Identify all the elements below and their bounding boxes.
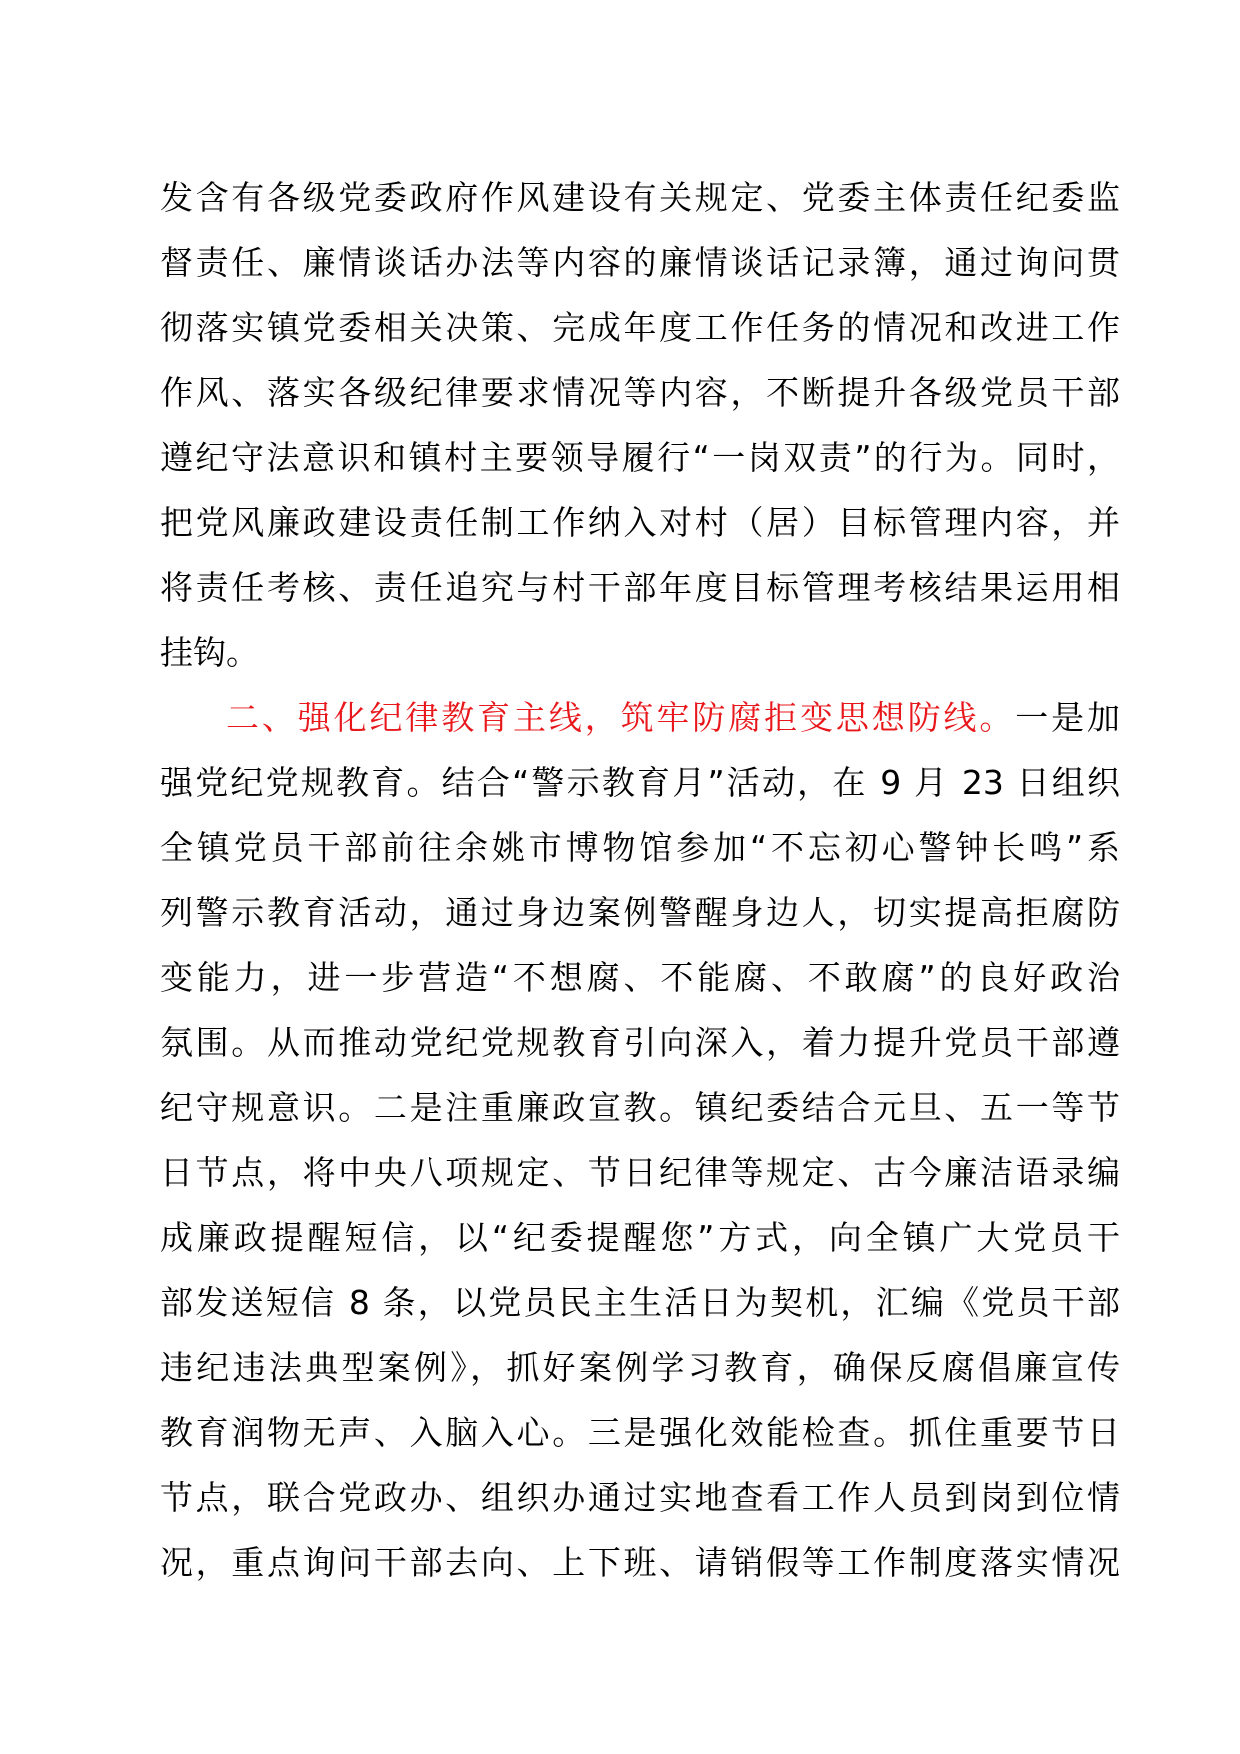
paragraph-line: 纪守规意识。二是注重廉政宣教。镇纪委结合元旦、五一等节 (160, 1088, 1120, 1127)
paragraph-line: 遵纪守法意识和镇村主要领导履行“一岗双责”的行为。同时， (160, 438, 1120, 477)
section-heading-line (160, 685, 1120, 750)
paragraph-line: 督责任、廉情谈话办法等内容的廉情谈话记录簿，通过询问贯 (160, 243, 1120, 282)
section-heading-continuation: 一是加 (1015, 698, 1120, 737)
paragraph-line: 强党纪党规教育。结合“警示教育月”活动，在 9 月 23 日组织 (160, 763, 1120, 802)
paragraph-line: 况，重点询问干部去向、上下班、请销假等工作制度落实情况 (160, 1543, 1120, 1582)
paragraph-line: 部发送短信 8 条，以党员民主生活日为契机，汇编《党员干部 (160, 1283, 1120, 1322)
paragraph-line: 挂钩。 (160, 633, 259, 672)
paragraph-line: 彻落实镇党委相关决策、完成年度工作任务的情况和改进工作 (160, 308, 1120, 347)
paragraph-line: 节点，联合党政办、组织办通过实地查看工作人员到岗到位情 (160, 1478, 1120, 1517)
paragraph-line: 把党风廉政建设责任制工作纳入对村（居）目标管理内容，并 (160, 503, 1120, 542)
paragraph-line: 成廉政提醒短信，以“纪委提醒您”方式，向全镇广大党员干 (160, 1218, 1120, 1257)
paragraph-line: 全镇党员干部前往余姚市博物馆参加“不忘初心警钟长鸣”系 (160, 828, 1120, 867)
paragraph-line: 列警示教育活动，通过身边案例警醒身边人，切实提高拒腐防 (160, 893, 1120, 932)
paragraph-line: 氛围。从而推动党纪党规教育引向深入，着力提升党员干部遵 (160, 1023, 1120, 1062)
section-heading: 二、强化纪律教育主线，筑牢防腐拒变思想防线。 (226, 698, 1016, 737)
paragraph-line: 作风、落实各级纪律要求情况等内容，不断提升各级党员干部 (160, 373, 1120, 412)
document-body (160, 165, 1120, 1595)
paragraph-line: 将责任考核、责任追究与村干部年度目标管理考核结果运用相 (160, 568, 1120, 607)
paragraph-line: 违纪违法典型案例》，抓好案例学习教育，确保反腐倡廉宣传 (160, 1348, 1120, 1387)
paragraph-line: 发含有各级党委政府作风建设有关规定、党委主体责任纪委监 (160, 178, 1120, 217)
paragraph-line: 变能力，进一步营造“不想腐、不能腐、不敢腐”的良好政治 (160, 958, 1120, 997)
paragraph-line: 日节点，将中央八项规定、节日纪律等规定、古今廉洁语录编 (160, 1153, 1120, 1192)
paragraph-line: 教育润物无声、入脑入心。三是强化效能检查。抓住重要节日 (160, 1413, 1120, 1452)
